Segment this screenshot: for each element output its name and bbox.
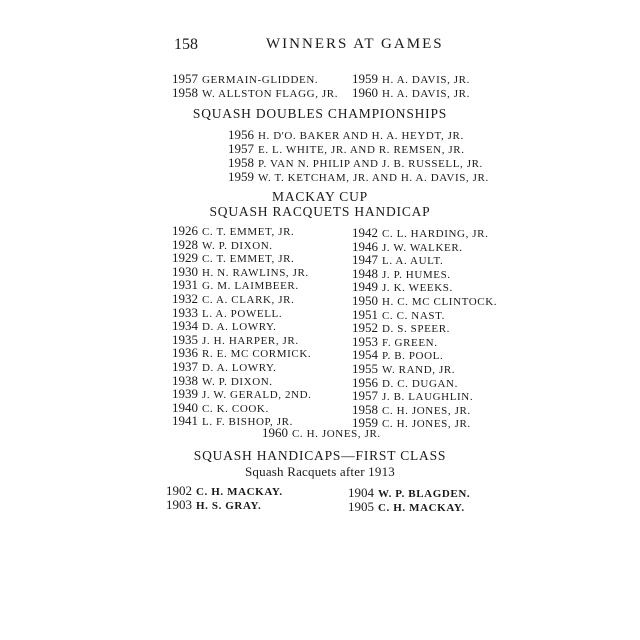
entry-year: 1958: [228, 155, 254, 170]
list-item: [352, 86, 470, 101]
section-subheading-mackay-cup: SQUASH RACQUETS HANDICAP: [209, 204, 431, 219]
entry-name: W. RAND, JR.: [382, 364, 456, 376]
section-heading-squash-doubles: SQUASH DOUBLES CHAMPIONSHIPS: [192, 106, 448, 121]
entry-name: GERMAIN-GLIDDEN.: [202, 74, 319, 86]
section-heading-mackay-cup: MACKAY CUP: [272, 189, 368, 204]
entry-year: 1948: [352, 265, 378, 281]
entry-year: 1933: [172, 304, 198, 320]
entry-name: H. D'O. BAKER AND H. A. HEYDT, JR.: [258, 130, 464, 142]
entry-name: W. P. DIXON.: [202, 239, 273, 252]
entry-year: 1958: [172, 85, 198, 100]
entry-name: D. C. DUGAN.: [382, 377, 458, 390]
list-item: [172, 86, 338, 101]
entry-name: H. C. MC CLINTOCK.: [382, 296, 498, 308]
entry-name: E. L. WHITE, JR. AND R. REMSEN, JR.: [258, 144, 465, 156]
entry-year: 1904: [348, 485, 374, 500]
entry-year: 1947: [352, 252, 378, 268]
entry-name: J. W. WALKER.: [382, 241, 463, 254]
entry-year: 1960: [262, 425, 288, 440]
entry-name: D. A. LOWRY.: [202, 321, 277, 334]
entry-name: C. H. JONES, JR.: [382, 418, 471, 431]
entry-year: 1926: [172, 223, 198, 238]
list-item: [348, 500, 465, 515]
entry-name: H. N. RAWLINS, JR.: [202, 266, 309, 279]
entry-year: 1930: [172, 263, 198, 279]
list-item: [262, 426, 381, 441]
entry-year: 1954: [352, 347, 378, 363]
entry-year: 1958: [352, 401, 378, 417]
entry-name: W. ALLSTON FLAGG, JR.: [202, 88, 339, 100]
entry-year: 1942: [352, 225, 378, 240]
entry-year: 1959: [352, 415, 378, 431]
entry-name: L. F. BISHOP, JR.: [202, 416, 293, 429]
entry-year: 1957: [172, 71, 198, 86]
entry-name: H. A. DAVIS, JR.: [382, 88, 470, 100]
entry-name: C. T. EMMET, JR.: [202, 253, 295, 266]
entry-name: F. GREEN.: [382, 336, 438, 349]
entry-year: 1934: [172, 318, 198, 334]
entry-year: 1946: [352, 238, 378, 254]
entry-name: C. H. JONES, JR.: [292, 428, 381, 440]
list-item: [228, 170, 489, 185]
entry-year: 1931: [172, 277, 198, 293]
entry-year: 1959: [228, 169, 254, 184]
entry-year: 1938: [172, 372, 198, 388]
entry-name: C. H. MACKAY.: [378, 502, 465, 514]
entry-year: 1957: [352, 388, 378, 404]
entry-name: C. A. CLARK, JR.: [202, 294, 295, 306]
entry-year: 1952: [352, 320, 378, 336]
entry-year: 1935: [172, 331, 198, 347]
entry-name: H. S. GRAY.: [196, 500, 262, 512]
entry-year: 1937: [172, 359, 198, 374]
list-item: [228, 142, 465, 157]
entry-year: 1951: [352, 306, 378, 322]
entry-name: J. K. WEEKS.: [382, 282, 453, 295]
entry-name: W. T. KETCHAM, JR. AND H. A. DAVIS, JR.: [258, 172, 489, 184]
entry-name: J. P. HUMES.: [382, 268, 451, 281]
entry-year: 1953: [352, 333, 378, 349]
section-heading-handicaps: SQUASH HANDICAPS—FIRST CLASS: [193, 448, 447, 463]
entry-year: 1928: [172, 236, 198, 252]
entry-year: 1950: [352, 293, 378, 308]
entry-name: J. W. GERALD, 2ND.: [202, 389, 312, 402]
entry-year: 1932: [172, 291, 198, 306]
entry-year: 1903: [166, 497, 192, 512]
entry-year: 1905: [348, 499, 374, 514]
entry-name: W. P. BLAGDEN.: [378, 488, 471, 500]
entry-year: 1959: [352, 71, 378, 86]
entry-name: H. A. DAVIS, JR.: [382, 74, 470, 86]
entry-year: 1949: [352, 279, 378, 295]
list-item: [228, 156, 483, 171]
entry-year: 1956: [352, 374, 378, 390]
entry-name: C. H. JONES, JR.: [382, 404, 471, 417]
entry-name: C. T. EMMET, JR.: [202, 226, 295, 238]
entry-name: J. H. HARPER, JR.: [202, 334, 299, 347]
entry-year: 1940: [172, 399, 198, 415]
entry-year: 1956: [228, 127, 254, 142]
entry-year: 1955: [352, 361, 378, 376]
entry-name: L. A. POWELL.: [202, 307, 283, 320]
entry-name: C. C. NAST.: [382, 309, 445, 322]
entry-name: W. P. DIXON.: [202, 375, 273, 388]
entry-year: 1936: [172, 345, 198, 361]
entry-name: P. B. POOL.: [382, 350, 444, 363]
entry-year: 1960: [352, 85, 378, 100]
section-subheading-handicaps: Squash Racquets after 1913: [245, 464, 395, 479]
entry-name: L. A. AULT.: [382, 255, 444, 268]
entry-year: 1957: [228, 141, 254, 156]
entry-name: C. L. HARDING, JR.: [382, 228, 489, 240]
entry-year: 1941: [172, 413, 198, 429]
entry-name: G. M. LAIMBEER.: [202, 280, 299, 293]
entry-name: P. VAN N. PHILIP AND J. B. RUSSELL, JR.: [258, 158, 483, 170]
entry-year: 1939: [172, 386, 198, 402]
entry-name: D. S. SPEER.: [382, 323, 451, 336]
list-item: [166, 498, 261, 513]
entry-name: R. E. MC CORMICK.: [202, 348, 312, 361]
entry-year: 1902: [166, 483, 192, 498]
entry-name: D. A. LOWRY.: [202, 362, 277, 374]
entry-name: C. H. MACKAY.: [196, 486, 283, 498]
running-title: WINNERS AT GAMES: [266, 36, 444, 52]
page-number: 158: [174, 36, 198, 53]
entry-year: 1929: [172, 250, 198, 266]
list-item: [228, 128, 464, 143]
entry-name: C. K. COOK.: [202, 402, 269, 415]
entry-name: J. B. LAUGHLIN.: [382, 391, 474, 404]
